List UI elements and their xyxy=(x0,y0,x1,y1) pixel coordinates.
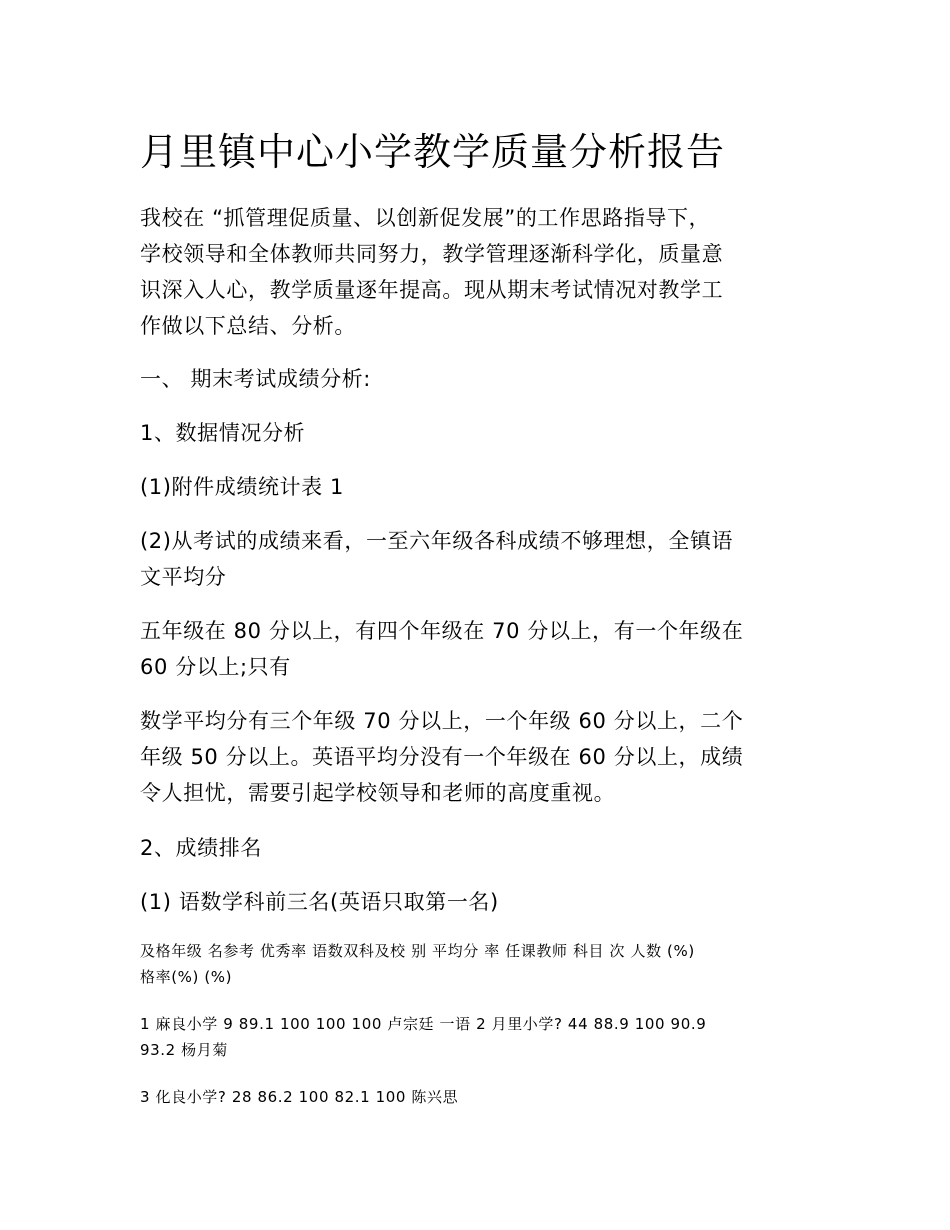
table-row-line: 93.2 杨月菊 xyxy=(140,1041,228,1059)
paragraph-line: 60 分以上;只有 xyxy=(140,655,291,679)
paragraph-line: 年级 50 分以上。英语平均分没有一个年级在 60 分以上，成绩 xyxy=(140,745,744,769)
subheading-score-ranking: 2、成绩排名 xyxy=(140,836,262,860)
table-row-line: 1 麻良小学 9 89.1 100 100 100 卢宗廷 一语 2 月里小学? 44 88.9 100 90.9 xyxy=(140,1015,707,1033)
intro-line: 我校在 “抓管理促质量、以创新促发展”的工作思路指导下， xyxy=(140,206,711,230)
table-header-line: 及格年级 名参考 优秀率 语数双科及校 别 平均分 率 任课教师 科目 次 人数 (%) xyxy=(140,942,695,960)
table-row-text: 3 化良小学? 28 86.2 100 82.1 100 陈兴思 xyxy=(140,1088,459,1106)
paragraph-line: 五年级在 80 分以上，有四个年级在 70 分以上，有一个年级在 xyxy=(140,619,744,643)
item-attachment-table: (1)附件成绩统计表 1 xyxy=(140,475,344,499)
intro-paragraph xyxy=(140,200,820,344)
paragraph-math-english-averages xyxy=(140,703,820,811)
intro-line: 识深入人心，教学质量逐年提高。现从期末考试情况对教学工 xyxy=(140,278,724,302)
paragraph-line: (2)从考试的成绩来看，一至六年级各科成绩不够理想，全镇语 xyxy=(140,529,734,553)
intro-line: 作做以下总结、分析。 xyxy=(140,314,356,338)
paragraph-line: 文平均分 xyxy=(140,565,227,589)
paragraph-chinese-averages xyxy=(140,613,820,685)
table-header-text xyxy=(140,938,820,990)
item-score-overview xyxy=(140,523,820,595)
document-title: 月里镇中心小学教学质量分析报告 xyxy=(140,130,726,174)
section-heading-exam-analysis: 一、 期末考试成绩分析: xyxy=(140,367,371,391)
paragraph-line: 数学平均分有三个年级 70 分以上，一个年级 60 分以上，二个 xyxy=(140,709,744,733)
table-header-line: 格率(%) (%) xyxy=(140,968,233,986)
paragraph-line: 令人担忧，需要引起学校领导和老师的高度重视。 xyxy=(140,781,616,805)
table-row-text xyxy=(140,1011,820,1063)
ranking-heading: (1) 语数学科前三名(英语只取第一名) xyxy=(140,890,499,914)
intro-line: 学校领导和全体教师共同努力，教学管理逐渐科学化，质量意 xyxy=(140,242,724,266)
subheading-data-analysis: 1、数据情况分析 xyxy=(140,421,306,445)
